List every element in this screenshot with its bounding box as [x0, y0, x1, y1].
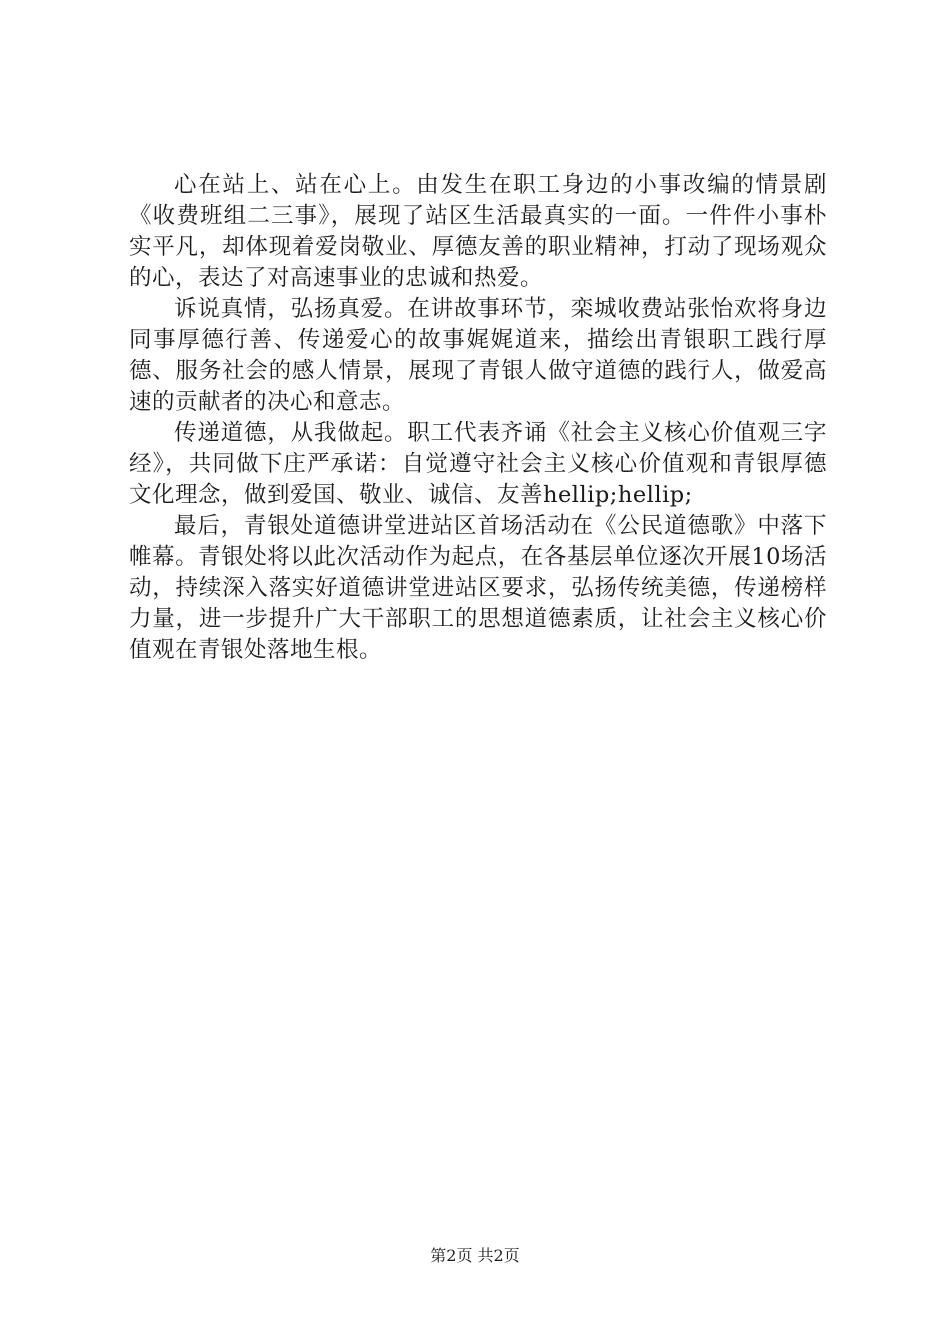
paragraph-drama: 心在站上、站在心上。由发生在职工身边的小事改编的情景剧《收费班组二三事》，展现了站区生活最真实的一面。一件件小事朴实平凡，却体现着爱岗敬业、厚德友善的职业精神，打动了现场观众的心，表达了对高速事业的忠诚和热爱。	[129, 172, 827, 291]
paragraph-pledge: 传递道德，从我做起。职工代表齐诵《社会主义核心价值观三字经》，共同做下庄严承诺：自觉遵守社会主义核心价值观和青银厚德文化理念，做到爱国、敬业、诚信、友善hellip;hellip;	[129, 420, 827, 508]
page-number-footer: 第2页 共2页	[430, 1246, 520, 1265]
document-body	[129, 170, 827, 666]
paragraph-storytelling: 诉说真情，弘扬真爱。在讲故事环节，栾城收费站张怡欢将身边同事厚德行善、传递爱心的故事娓娓道来，描绘出青银职工践行厚德、服务社会的感人情景，展现了青银人做守道德的践行人，做爱高速的贡献者的决心和意志。	[129, 296, 827, 415]
paragraph-conclusion: 最后，青银处道德讲堂进站区首场活动在《公民道德歌》中落下帷幕。青银处将以此次活动作为起点，在各基层单位逐次开展10场活动，持续深入落实好道德讲堂进站区要求，弘扬传统美德，传递榜样力量，进一步提升广大干部职工的思想道德素质，让社会主义核心价值观在青银处落地生根。	[129, 513, 827, 663]
